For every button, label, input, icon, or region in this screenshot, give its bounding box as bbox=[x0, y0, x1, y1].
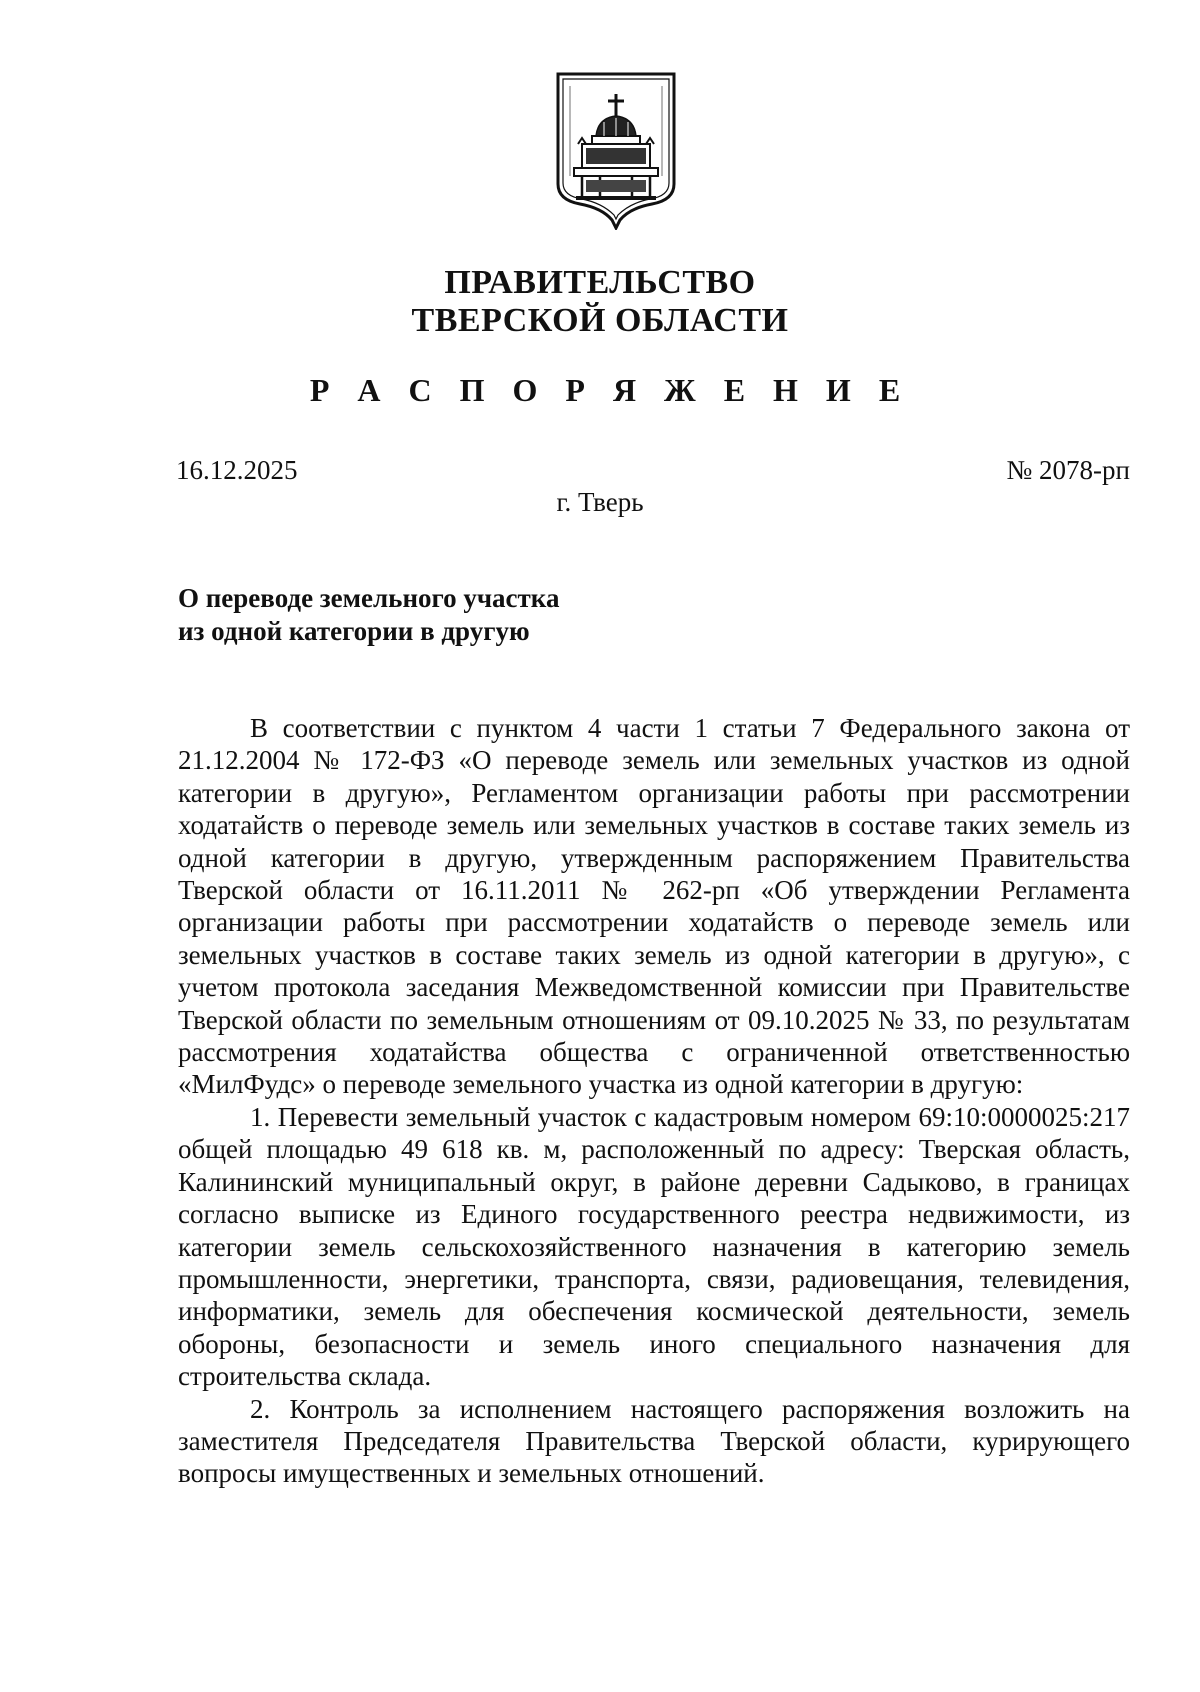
clause-1-paragraph: 1. Перевести земельный участок с кадастровым номером 69:10:0000025:217 общей площадью 49 618 кв. м, расположенный по адресу: Тверская область, Калининский муниципальный округ, в районе деревни Садыково, в границах согласно выписке из Единого государственного реестра недвижимости, из категории земель сельскохозяйственного назначения в категорию земель промышленности, энергетики, транспорта, связи, радиовещания, телевидения, информатики, земель для обеспечения космической деятельности, земель обороны, безопасности и земель иного специального назначения для строительства склада. bbox=[178, 1101, 1130, 1392]
document-subject bbox=[178, 582, 559, 648]
clause-2-paragraph: 2. Контроль за исполнением настоящего распоряжения возложить на заместителя Председателя Правительства Тверской области, курирующего вопросы имущественных и земельных отношений. bbox=[178, 1393, 1130, 1489]
document-number: № 2078-рп bbox=[1006, 455, 1130, 485]
document-type-heading: Р А С П О Р Я Ж Е Н И Е bbox=[309, 372, 911, 408]
preamble-paragraph: В соответствии с пунктом 4 части 1 статьи 7 Федерального закона от 21.12.2004 № 172-ФЗ «О переводе земель или земельных участков из одной категории в другую», Регламентом организации работы при рассмотрении ходатайств о переводе земель или земельных участков в составе таких земель из одной категории в другую, утвержденным распоряжением Правительства Тверской области от 16.11.2011 № 262-рп «Об утверждении Регламента организации работы при рассмотрении ходатайств о переводе земель или земельных участков в составе таких земель из одной категории в другую», с учетом протокола заседания Межведомственной комиссии при Правительстве Тверской области по земельным отношениям от 09.10.2025 № 33, по результатам рассмотрения ходатайства общества с ограниченной ответственностью «МилФудс» о переводе земельного участка из одной категории в другую: bbox=[178, 713, 1130, 1100]
subject-line1: О переводе земельного участка bbox=[178, 583, 560, 613]
organization-name-line2: ТВЕРСКОЙ ОБЛАСТИ bbox=[411, 302, 789, 339]
organization-name-line1: ПРАВИТЕЛЬСТВО bbox=[444, 264, 756, 301]
subject-line2: из одной категории в другую bbox=[178, 616, 530, 646]
document-body bbox=[178, 712, 1130, 1490]
tver-coat-of-arms-icon bbox=[552, 72, 680, 230]
document-date: 16.12.2025 bbox=[176, 455, 298, 485]
document-city: г. Тверь bbox=[556, 487, 644, 517]
